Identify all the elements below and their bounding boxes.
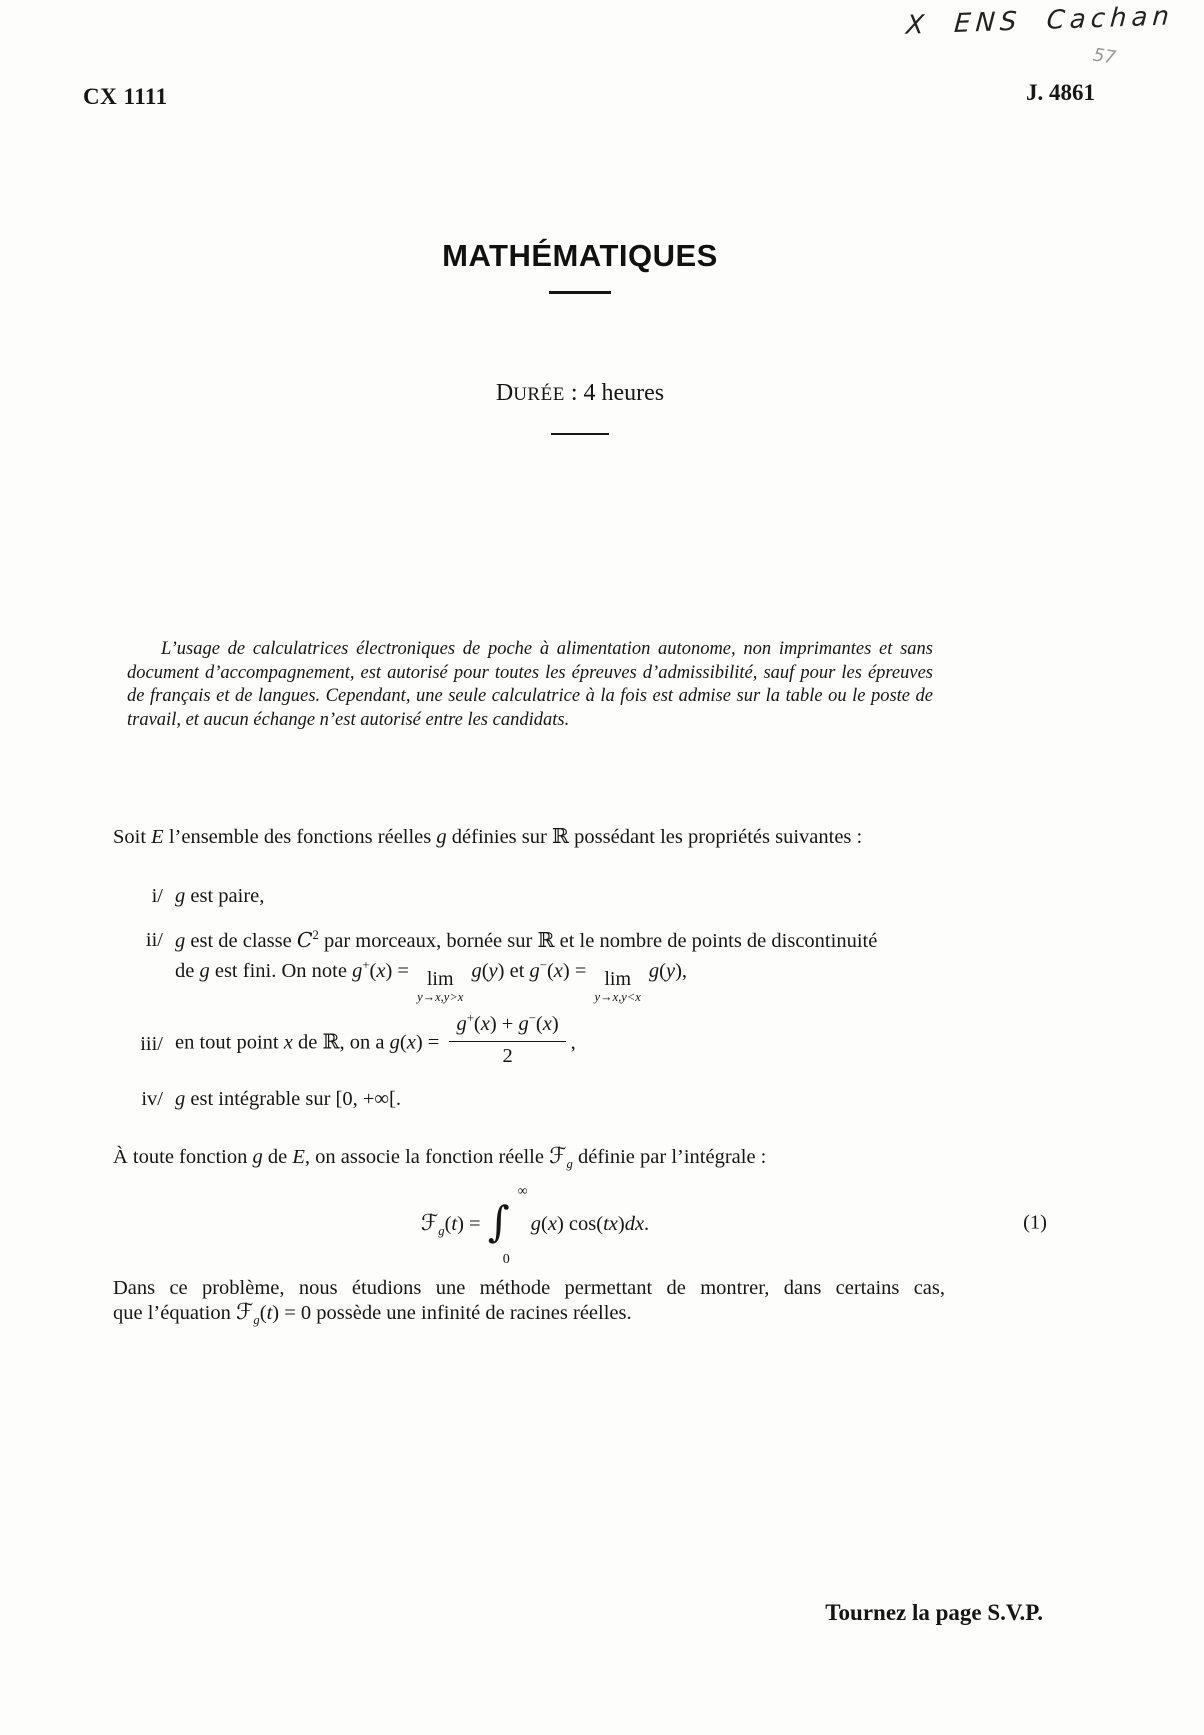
problem-line-2: que l’équation ℱ$_g$(t) = 0 possède une infinité de racines réelles. (113, 1299, 632, 1328)
duration-line (113, 380, 1047, 407)
property-label: ii/ (145, 929, 163, 951)
property-label: i/ (151, 885, 163, 907)
property-label: iv/ (141, 1088, 163, 1111)
handwritten-annotation: X ENS Cachan (905, 1, 1175, 41)
duration-initial: D (495, 380, 514, 406)
property-text: g est intégrable sur [0, +∞[. (175, 1088, 401, 1111)
problem-paragraph (113, 1276, 945, 1328)
intro-paragraph: Soit E l’ensemble des fonctions réelles g définies sur ℝ possédant les propriétés suivantes : (113, 824, 863, 848)
duration-rule (551, 433, 609, 435)
exam-code: CX 1111 (83, 84, 168, 109)
equation-number: (1) (1023, 1211, 1047, 1234)
duration-smallcaps: URÉE (513, 384, 565, 405)
property-item-ii (113, 925, 1047, 1003)
exam-title: MATHÉMATIQUES (442, 238, 718, 273)
equation-body: ℱ$_g$(t) = ∫ ∞ 0 g(x) cos(tx)dx. (420, 1184, 650, 1268)
calculator-notice: L’usage de calculatrices électroniques de poche à alimentation autonome, non imprimantes et sans document d’accompagnement, est autorisé pour toutes les épreuves d’admissibilité, sauf pour les épreuves de français et de langues. Cependant, une seule calculatrice à la fois est admise sur la table ou le poste de travail, et aucun échange n’est autorisé entre les candidats. (127, 639, 933, 730)
document-number: J. 4861 (1026, 80, 1095, 105)
property-item-iv (113, 1084, 1047, 1114)
property-label: iii/ (140, 1032, 163, 1055)
property-text: en tout point x de ℝ, on a g(x) = $\frac{g^+(x) + g^-(x)}{2}$ , (175, 1011, 576, 1067)
main-column (113, 0, 1047, 1328)
handwritten-scribble: 57 (1091, 44, 1118, 69)
display-equation (113, 1184, 1047, 1268)
definition-paragraph: À toute fonction g de E, on associe la fonction réelle ℱ$_g$ définie par l’intégrale : (113, 1143, 767, 1172)
property-list (113, 881, 1047, 1114)
property-item-iii (113, 1011, 1047, 1072)
property-text: g est de classe $C^2$ par morceaux, bornée sur ℝ et le nombre de points de discontinuité de g est fini. On note g+(x) = lim y→x,y>x g(y) et g−(x) = lim y→x,y<x g(y), (175, 928, 878, 1004)
property-text: g est paire, (175, 885, 265, 907)
duration-value: : 4 heures (564, 380, 665, 406)
turn-page-note: Tournez la page S.V.P. (825, 1600, 1043, 1625)
title-rule (549, 291, 611, 294)
property-item-i (113, 881, 1047, 911)
problem-line-1: Dans ce problème, nous étudions une méthode permettant de montrer, dans certains cas, (113, 1277, 945, 1300)
